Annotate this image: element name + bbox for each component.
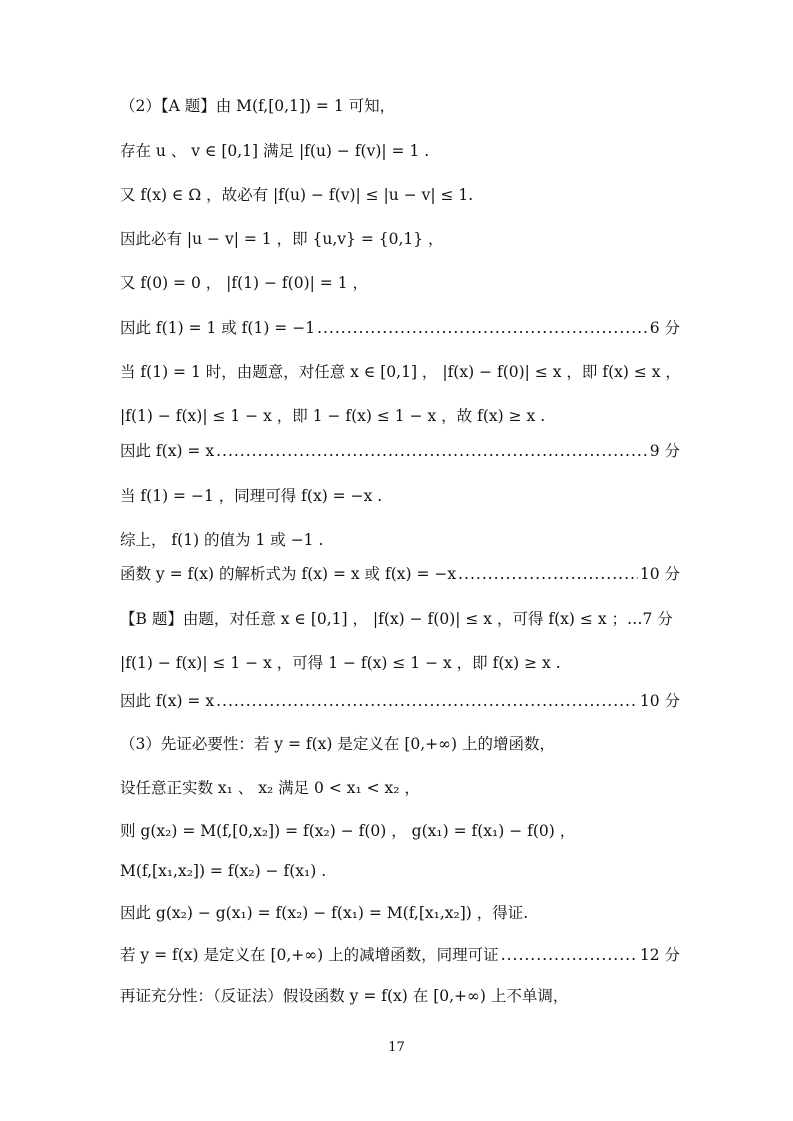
solution-line: 则 g(x₂) = M(f,[0,x₂]) = f(x₂) − f(0) ， g(x₁) = f(x₁) − f(0) ， [120,822,576,840]
line-text: 函数 y = f(x) 的解析式为 f(x) = x 或 f(x) = −x [120,565,457,583]
solution-line: （2）【A 题】由 M(f,[0,1]) = 1 可知， [120,97,396,115]
line-text: 因此 f(x) = x [120,442,215,460]
line-text: 因此 f(x) = x [120,692,215,710]
solution-line: M(f,[x₁,x₂]) = f(x₂) − f(x₁) . [120,862,327,880]
solution-line: 又 f(x) ∈ Ω ，故必有 |f(u) − f(v)| ≤ |u − v| ≤ 1. [120,186,474,204]
score-mark: 6 分 [649,319,680,337]
scored-line [120,944,680,966]
scored-line [120,317,680,339]
line-text: 若 y = f(x) 是定义在 [0,+∞) 上的减增函数，同理可证 [120,946,499,964]
scored-line [120,440,680,462]
solution-line: 当 f(1) = −1 ，同理可得 f(x) = −x . [120,487,383,505]
score-mark: 10 分 [639,565,680,583]
solution-line: |f(1) − f(x)| ≤ 1 − x ，即 1 − f(x) ≤ 1 − x ，故 f(x) ≥ x . [120,407,546,425]
solution-line: 当 f(1) = 1 时，由题意，对任意 x ∈ [0,1] ， |f(x) − f(0)| ≤ x ，即 f(x) ≤ x ， [120,363,681,381]
score-mark: 12 分 [639,946,680,964]
dot-leader [458,563,638,585]
solution-line: 因此必有 |u − v| = 1 ，即 {u,v} = {0,1} ， [120,230,444,248]
score-mark: 9 分 [649,442,680,460]
dot-leader [317,317,648,339]
solution-line: 综上， f(1) 的值为 1 或 −1 . [120,531,324,549]
dot-leader [216,690,638,712]
solution-line: 又 f(0) = 0 ， |f(1) − f(0)| = 1 ， [120,274,368,292]
solution-line: |f(1) − f(x)| ≤ 1 − x ，可得 1 − f(x) ≤ 1 − x ，即 f(x) ≥ x . [120,654,561,672]
solution-line: 存在 u 、 v ∈ [0,1] 满足 |f(u) − f(v)| = 1 . [120,142,430,160]
solution-line: 因此 g(x₂) − g(x₁) = f(x₂) − f(x₁) = M(f,[x₁,x₂]) ，得证. [120,904,529,922]
solution-line: 设任意正实数 x₁ 、 x₂ 满足 0 < x₁ < x₂ ， [120,779,420,797]
solution-line: 【B 题】由题，对任意 x ∈ [0,1] ， |f(x) − f(0)| ≤ x ，可得 f(x) ≤ x ；…7 分 [120,610,673,628]
score-mark: 10 分 [639,692,680,710]
scored-line [120,690,680,712]
page-number: 17 [388,1040,405,1055]
dot-leader [216,440,648,462]
solution-line: （3）先证必要性：若 y = f(x) 是定义在 [0,+∞) 上的增函数， [120,735,556,753]
scored-line [120,563,680,585]
dot-leader [501,944,638,966]
solution-line: 再证充分性：（反证法）假设函数 y = f(x) 在 [0,+∞) 上不单调， [120,987,569,1005]
line-text: 因此 f(1) = 1 或 f(1) = −1 [120,319,316,337]
